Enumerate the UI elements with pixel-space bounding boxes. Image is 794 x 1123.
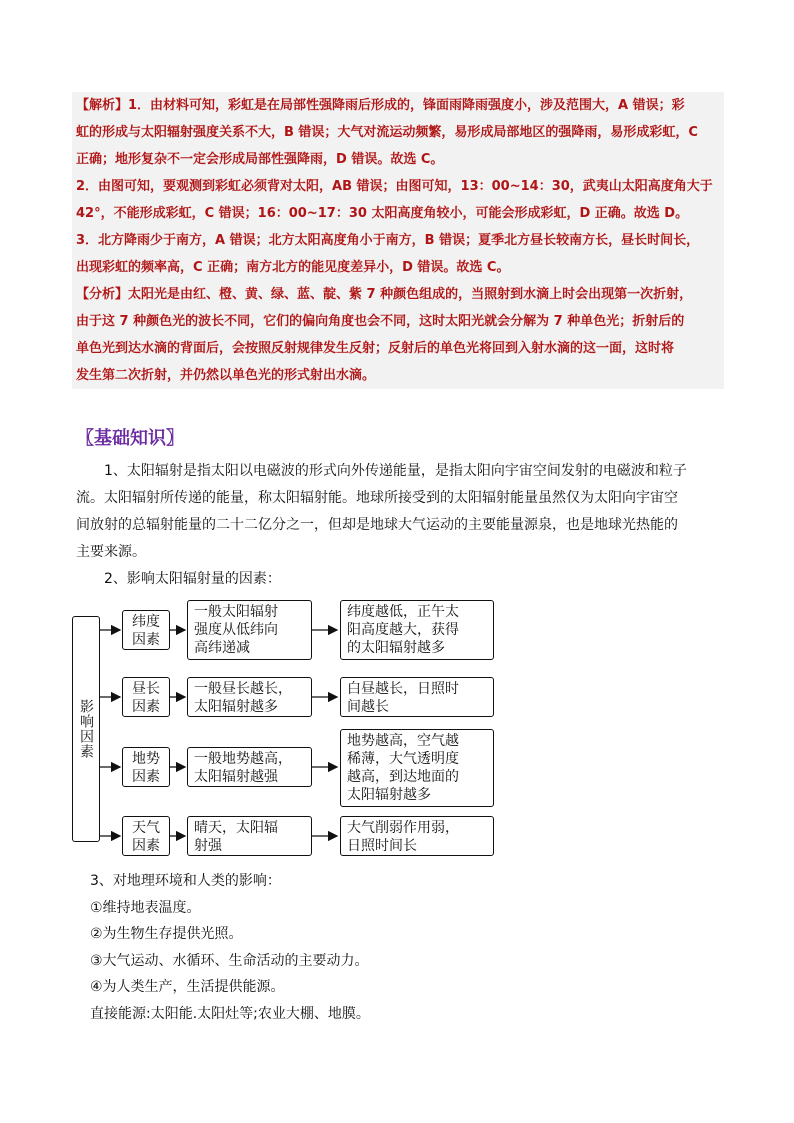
analysis-line: 【解析】1．由材料可知，彩虹是在局部性强降雨后形成的，锋面雨降雨强度小，涉及范围大，A 错误；彩	[76, 98, 685, 113]
root-box	[72, 616, 100, 842]
paragraph3-title: 3、对地理环境和人类的影响：	[90, 873, 281, 889]
analysis-line: 出现彩虹的频率高，C 正确；南方北方的能见度差异小，D 错误。故选 C。	[76, 260, 510, 275]
paragraph-line: 流。太阳辐射所传递的能量，称太阳辐射能。地球所接受到的太阳辐射能量虽然仅为太阳向宇宙空	[76, 490, 678, 506]
analysis-line: 正确；地形复杂不一定会形成局部性强降雨，D 错误。故选 C。	[76, 152, 444, 167]
effect-item: 直接能源:太阳能.太阳灶等;农业大棚、地膜。	[90, 1005, 370, 1022]
paragraph-line: 主要来源。	[76, 544, 146, 560]
paragraph-line: 1、太阳辐射是指太阳以电磁波的形式向外传递能量，是指太阳向宇宙空间发射的电磁波和粒子	[104, 463, 687, 479]
analysis-line: 3．北方降雨少于南方，A 错误；北方太阳高度角小于南方，B 错误；夏季北方昼长较南方长，昼长时间长，	[76, 233, 700, 248]
factor-box-weather: 天气 因素	[122, 816, 170, 856]
factor-diagram	[72, 598, 502, 860]
result-box-terrain: 地势越高，空气越 稀薄，大气透明度 越高，到达地面的 太阳辐射越多	[340, 729, 494, 807]
analysis-line: 【分析】太阳光是由红、橙、黄、绿、蓝、靛、紫 7 种颜色组成的，当照射到水滴上时会出现第一次折射，	[76, 287, 693, 302]
analysis-line: 2．由图可知，要观测到彩虹必须背对太阳，AB 错误；由图可知，13：00~14：30，武夷山太阳高度角大于	[76, 179, 713, 194]
section-title: 〖基础知识〗	[76, 428, 184, 449]
analysis-line: 单色光到达水滴的背面后，会按照反射规律发生反射；反射后的单色光将回到入射水滴的这一面，这时将	[76, 341, 675, 356]
rule-box-latitude: 一般太阳辐射 强度从低纬向 高纬递减	[187, 600, 312, 660]
effect-item: ②为生物生存提供光照。	[90, 926, 243, 942]
analysis-line: 由于这 7 种颜色光的波长不同，它们的偏向角度也会不同，这时太阳光就会分解为 7 种单色光；折射后的	[76, 314, 685, 329]
rule-box-terrain: 一般地势越高， 太阳辐射越强	[187, 747, 312, 787]
effect-item: ③大气运动、水循环、生命活动的主要动力。	[90, 952, 369, 969]
root-label: 影响因素	[78, 699, 94, 759]
effects-list	[90, 868, 690, 1027]
factor-box-terrain: 地势 因素	[122, 747, 170, 787]
analysis-line: 虹的形成与太阳辐射强度关系不大，B 错误；大气对流运动频繁，易形成局部地区的强降雨，易形成彩虹，C	[76, 125, 698, 140]
paragraph2-title: 2、影响太阳辐射量的因素：	[104, 571, 281, 587]
effect-item: ①维持地表温度。	[90, 899, 201, 916]
rule-box-weather: 晴天，太阳辐 射强	[187, 816, 312, 856]
effect-item: ④为人类生产，生活提供能源。	[90, 979, 285, 995]
paragraph-line: 间放射的总辐射能量的二十二亿分之一，但却是地球大气运动的主要能量源泉，也是地球光热能的	[76, 517, 678, 533]
factor-box-daylength: 昼长 因素	[122, 677, 170, 717]
rule-box-daylength: 一般昼长越长， 太阳辐射越多	[187, 677, 312, 717]
result-box-latitude: 纬度越低，正午太 阳高度越大，获得 的太阳辐射越多	[340, 600, 494, 660]
analysis-line: 42°，不能形成彩虹，C 错误；16：00~17：30 太阳高度角较小，可能会形成彩虹，D 正确。故选 D。	[76, 206, 689, 221]
analysis-line: 发生第二次折射，并仍然以单色光的形式射出水滴。	[76, 368, 376, 383]
basic-knowledge-text	[76, 458, 726, 593]
factor-box-latitude: 纬度 因素	[122, 610, 170, 650]
result-box-daylength: 白昼越长，日照时 间越长	[340, 677, 494, 717]
result-box-weather: 大气削弱作用弱， 日照时间长	[340, 816, 494, 856]
analysis-block	[72, 92, 724, 389]
